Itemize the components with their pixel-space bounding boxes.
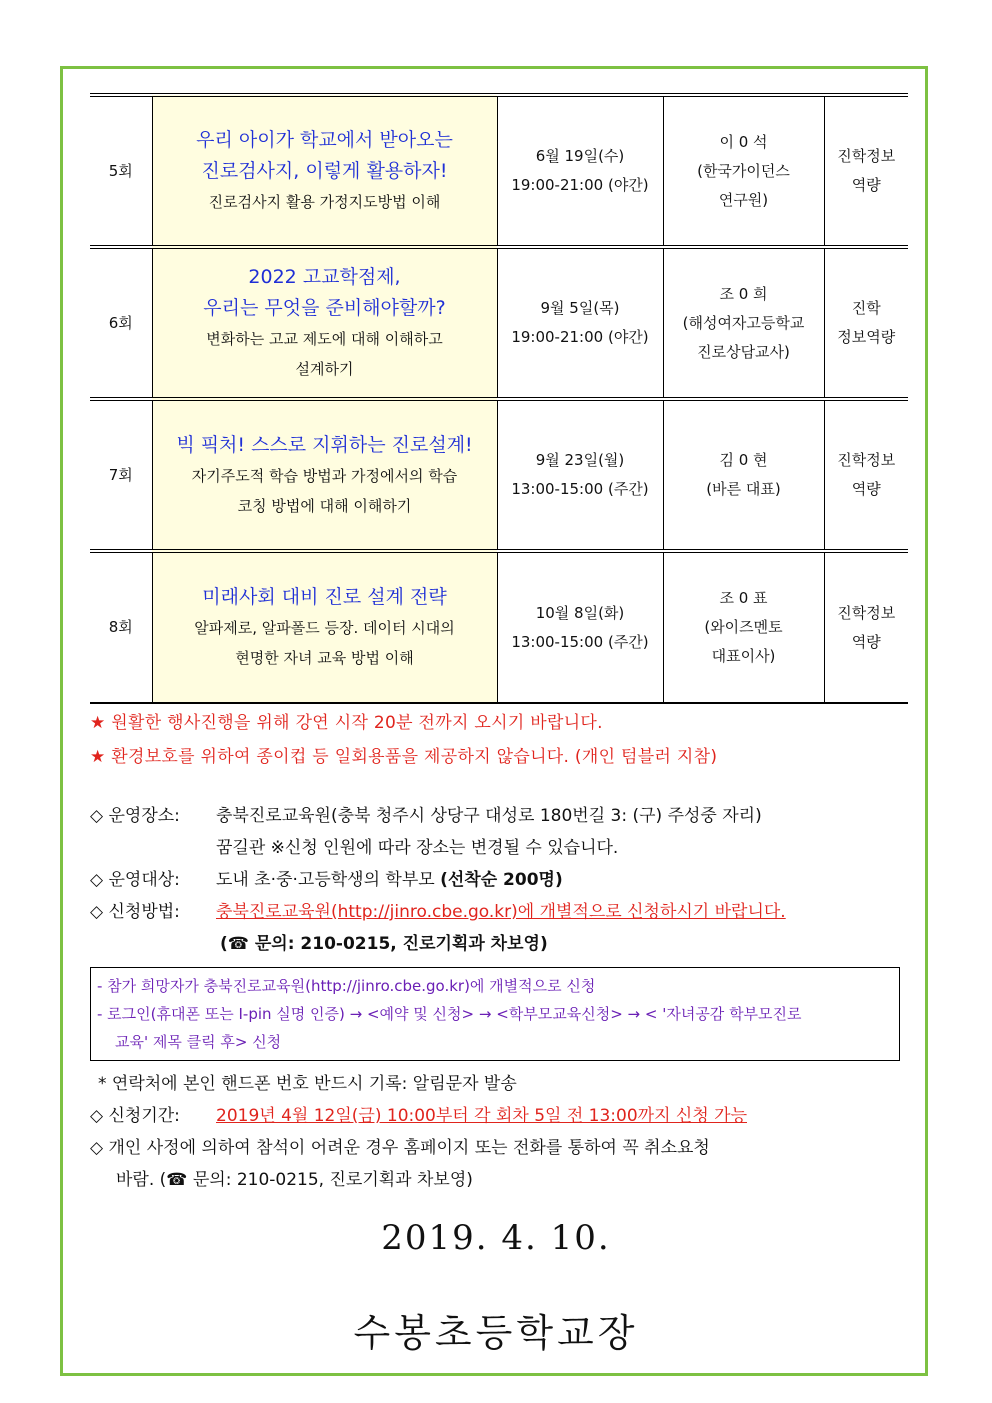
session-date: 6월 19일(수) bbox=[535, 147, 625, 165]
area-text: 역량 bbox=[851, 480, 881, 498]
topic-title: 빅 픽처! 스스로 지휘하는 진로설계! bbox=[176, 433, 473, 456]
session-topic bbox=[152, 551, 497, 703]
topic-title: 우리 아이가 학교에서 받아오는 bbox=[196, 129, 453, 151]
session-lecturer bbox=[663, 551, 824, 703]
place-label: ◇ 운영장소: bbox=[90, 806, 180, 826]
notices bbox=[90, 706, 910, 774]
session-datetime bbox=[497, 247, 663, 399]
lecturer-affiliation: 진로상담교사) bbox=[697, 342, 790, 361]
signature: 수봉초등학교장 bbox=[353, 1311, 639, 1355]
session-date: 9월 23일(월) bbox=[535, 451, 625, 469]
notice-environment: ★ 환경보호를 위하여 종이컵 등 일회용품을 제공하지 않습니다. (개인 텀블러 지참) bbox=[90, 747, 718, 767]
area-text: 진학 bbox=[851, 299, 881, 317]
session-area bbox=[824, 247, 908, 399]
place-row-2 bbox=[90, 832, 910, 864]
box-line: 교육' 제목 클릭 후> 신청 bbox=[115, 1033, 282, 1051]
schedule-table bbox=[90, 93, 908, 704]
table-row bbox=[90, 551, 908, 703]
cancel-line-2: 바람. (☎ 문의: 210-0215, 진로기획과 차보영) bbox=[116, 1170, 473, 1190]
topic-desc: 현명한 자녀 교육 방법 이해 bbox=[235, 649, 414, 667]
lecturer-name: 조 0 표 bbox=[719, 589, 768, 607]
session-number: 8회 bbox=[90, 551, 152, 703]
method-row bbox=[90, 896, 910, 928]
table-row bbox=[90, 247, 908, 399]
target-row bbox=[90, 864, 910, 896]
period-label: ◇ 신청기간: bbox=[90, 1106, 180, 1126]
period-text: 2019년 4월 12일(금) 10:00부터 각 회차 5일 전 13:00까지 신청 가능 bbox=[216, 1106, 747, 1126]
after-section bbox=[90, 1068, 910, 1196]
area-text: 진학정보 bbox=[837, 147, 896, 165]
target-label: ◇ 운영대상: bbox=[90, 870, 180, 890]
session-number: 6회 bbox=[90, 247, 152, 399]
session-topic bbox=[152, 95, 497, 247]
session-topic bbox=[152, 247, 497, 399]
session-time: 19:00-21:00 (야간) bbox=[511, 328, 649, 346]
session-date: 10월 8일(화) bbox=[535, 603, 625, 622]
lecturer-name: 김 0 현 bbox=[719, 451, 768, 469]
lecturer-name: 이 0 석 bbox=[719, 132, 768, 151]
cancel-line: ◇ 개인 사정에 의하여 참석이 어려운 경우 홈페이지 또는 전화를 통하여 꼭 취소요청 bbox=[90, 1138, 710, 1158]
lecturer-affiliation: 대표이사) bbox=[711, 647, 776, 665]
session-topic bbox=[152, 399, 497, 551]
notice-arrival: ★ 원활한 행사진행을 위해 강연 시작 20분 전까지 오시기 바랍니다. bbox=[90, 713, 603, 733]
session-number: 5회 bbox=[90, 95, 152, 247]
area-text: 역량 bbox=[851, 632, 881, 651]
session-time: 13:00-15:00 (주간) bbox=[511, 480, 649, 498]
session-datetime bbox=[497, 95, 663, 247]
area-text: 역량 bbox=[851, 176, 881, 194]
lecturer-affiliation: (해성여자고등학교 bbox=[682, 313, 805, 332]
topic-title: 진로검사지, 이렇게 활용하자! bbox=[201, 160, 448, 182]
session-date: 9월 5일(목) bbox=[540, 299, 620, 317]
place-row bbox=[90, 800, 910, 832]
topic-title: 2022 고교학점제, bbox=[248, 266, 401, 288]
lecturer-affiliation: (와이즈멘토 bbox=[704, 618, 783, 636]
target-text: 도내 초·중·고등학생의 학부모 bbox=[216, 870, 435, 890]
table-row bbox=[90, 399, 908, 551]
topic-desc: 코칭 방법에 대해 이해하기 bbox=[237, 496, 412, 515]
place-note: 꿈길관 ※신청 인원에 따라 장소는 변경될 수 있습니다. bbox=[216, 838, 619, 858]
application-box bbox=[90, 967, 900, 1061]
topic-desc: 진로검사지 활용 가정지도방법 이해 bbox=[208, 193, 441, 211]
table-row bbox=[90, 95, 908, 247]
area-text: 진학정보 bbox=[837, 451, 896, 469]
box-line: - 참가 희망자가 충북진로교육원(http://jinro.cbe.go.kr)에 개별적으로 신청 bbox=[97, 977, 596, 995]
lecturer-affiliation: (한국가이던스 bbox=[697, 161, 790, 180]
place-text: 충북진로교육원(충북 청주시 상당구 대성로 180번길 3: (구) 주성중 자리) bbox=[216, 806, 762, 826]
session-lecturer bbox=[663, 399, 824, 551]
topic-desc: 설계하기 bbox=[295, 360, 354, 378]
contact-note: * 연락처에 본인 핸드폰 번호 반드시 기록: 알림문자 발송 bbox=[98, 1074, 517, 1094]
session-area bbox=[824, 551, 908, 703]
topic-title: 미래사회 대비 진로 설계 전략 bbox=[202, 586, 447, 608]
method-text: 충북진로교육원(http://jinro.cbe.go.kr)에 개별적으로 신청하시기 바랍니다. bbox=[216, 902, 786, 922]
topic-desc: 자기주도적 학습 방법과 가정에서의 학습 bbox=[191, 466, 458, 485]
session-datetime bbox=[497, 551, 663, 703]
session-datetime bbox=[497, 399, 663, 551]
topic-desc: 변화하는 고교 제도에 대해 이해하고 bbox=[206, 330, 443, 348]
session-area bbox=[824, 95, 908, 247]
box-line: - 로그인(휴대폰 또는 I-pin 실명 인증) → <예약 및 신청> → <학부모교육신청> → < '자녀공감 학부모진로 bbox=[97, 1005, 802, 1023]
session-lecturer bbox=[663, 95, 824, 247]
session-time: 13:00-15:00 (주간) bbox=[511, 632, 649, 651]
lecturer-name: 조 0 희 bbox=[719, 284, 768, 303]
contact-row bbox=[90, 928, 910, 960]
lecturer-affiliation: (바른 대표) bbox=[706, 480, 781, 498]
session-lecturer bbox=[663, 247, 824, 399]
period-row bbox=[90, 1100, 910, 1132]
area-text: 진학정보 bbox=[837, 603, 896, 622]
issue-date: 2019. 4. 10. bbox=[381, 1218, 611, 1258]
area-text: 정보역량 bbox=[837, 328, 896, 346]
target-bold: (선착순 200명) bbox=[440, 870, 563, 890]
lecturer-affiliation: 연구원) bbox=[718, 190, 769, 209]
topic-title: 우리는 무엇을 준비해야할까? bbox=[203, 297, 446, 319]
session-number: 7회 bbox=[90, 399, 152, 551]
session-time: 19:00-21:00 (야간) bbox=[511, 176, 649, 194]
topic-desc: 알파제로, 알파폴드 등장. 데이터 시대의 bbox=[194, 619, 455, 637]
contact-text: (☎ 문의: 210-0215, 진로기획과 차보영) bbox=[220, 934, 548, 954]
info-section bbox=[90, 800, 910, 960]
session-area bbox=[824, 399, 908, 551]
method-label: ◇ 신청방법: bbox=[90, 902, 180, 922]
